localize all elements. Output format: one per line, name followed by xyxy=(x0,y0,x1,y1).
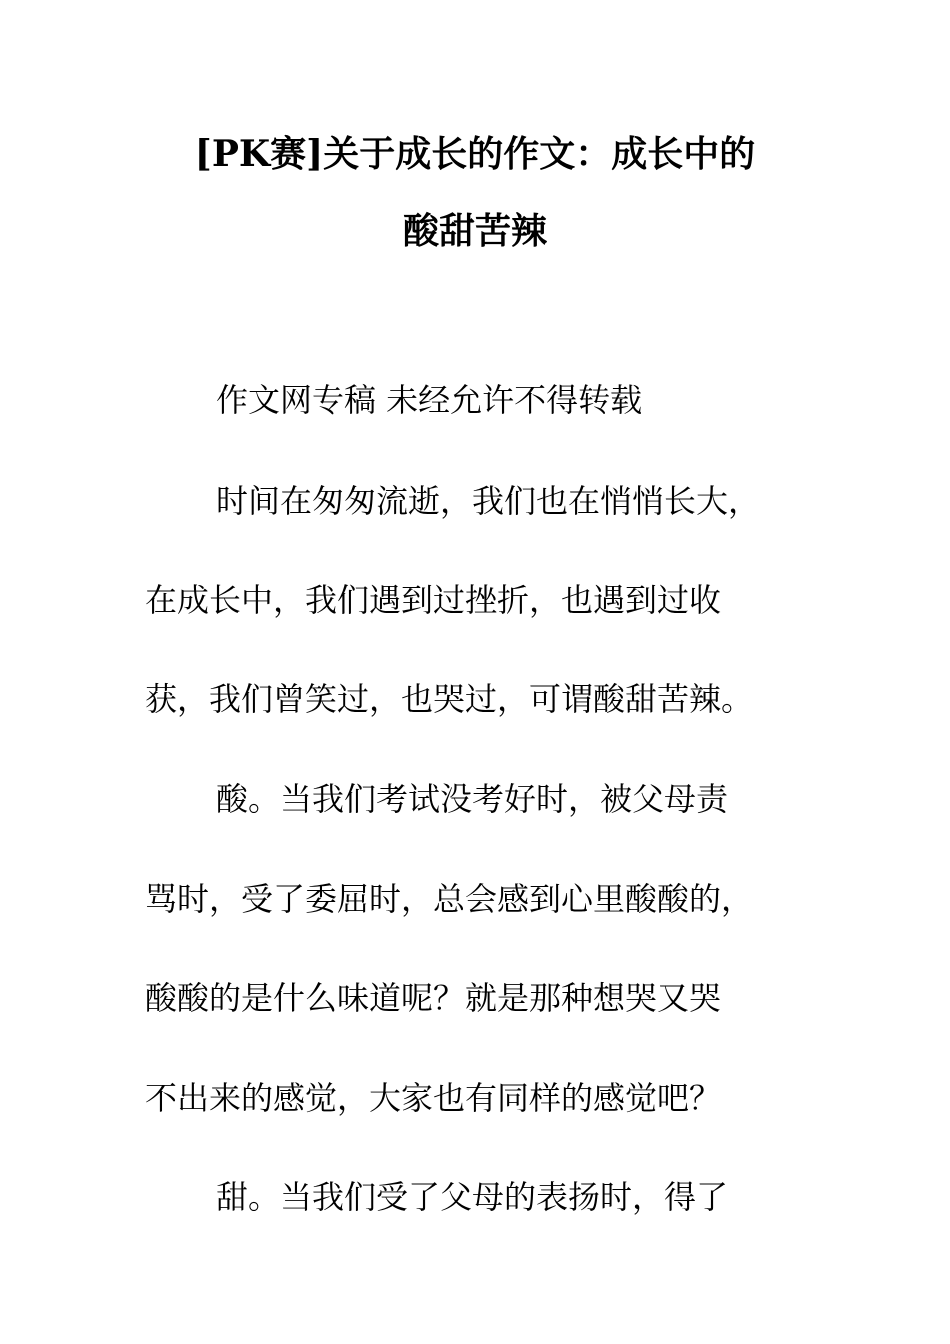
body-line-4: 获，我们曾笑过，也哭过，可谓酸甜苦辣。 xyxy=(145,680,754,718)
body-line-2: 时间在匆匆流逝，我们也在悄悄长大， xyxy=(216,482,761,520)
body-line-8: 不出来的感觉，大家也有同样的感觉吧？ xyxy=(145,1079,722,1117)
title-line-1: [PK赛]关于成长的作文：成长中的 xyxy=(194,133,756,175)
body-line-1: 作文网专稿 未经允许不得转载 xyxy=(216,381,643,419)
body-line-3: 在成长中，我们遇到过挫折，也遇到过收 xyxy=(145,581,722,619)
body-line-9: 甜。当我们受了父母的表扬时，得了 xyxy=(216,1178,729,1216)
title-line-2: 酸甜苦辣 xyxy=(402,210,547,252)
body-line-6: 骂时，受了委屈时，总会感到心里酸酸的， xyxy=(145,880,754,918)
body-line-7: 酸酸的是什么味道呢？就是那种想哭又哭 xyxy=(145,979,722,1017)
body-line-5: 酸。当我们考试没考好时，被父母责 xyxy=(216,780,729,818)
